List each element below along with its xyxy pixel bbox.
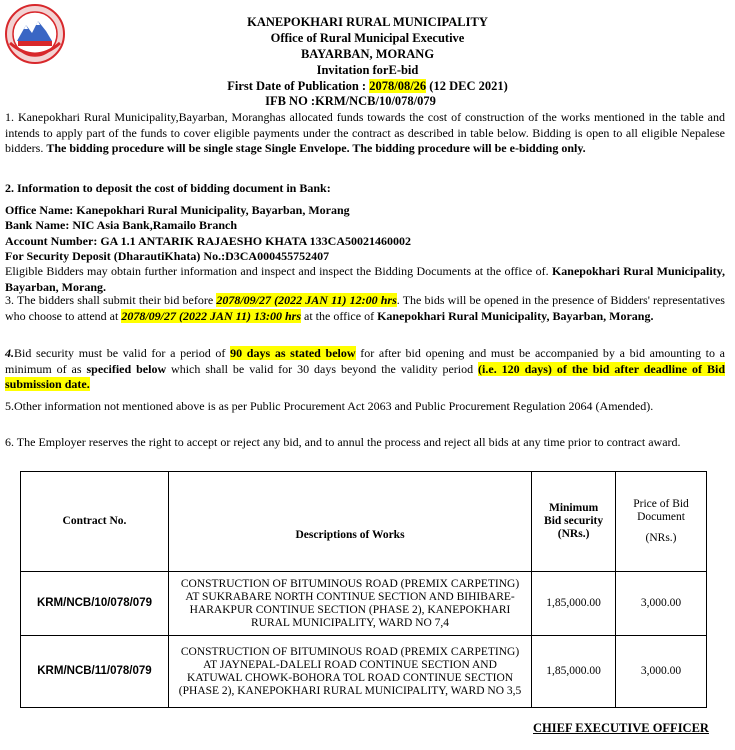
- ifb-number: IFB NO :KRM/NCB/10/078/079: [265, 94, 436, 108]
- table-header-row: [21, 472, 707, 572]
- contract-no-cell: KRM/NCB/10/078/079: [21, 572, 169, 636]
- paragraph-1: 1. Kanepokhari Rural Municipality,Bayarban, Moranghas allocated funds towards the cost of construction of the works mentioned in the table and intends to apply part of the funds to cover eligible payments under the contract as described in table below. Bidding is open to all eligible Nepalese bidders. The bidding procedure will be single stage Single Envelope. The bidding procedure will be e-bidding only.: [5, 110, 726, 155]
- pub-date-bs: 2078/08/26: [369, 79, 427, 93]
- org-ref: Kanepokhari Rural Municipality,Bayarban, Moranghas: [17, 110, 286, 124]
- validity-extended: (i.e. 120 days) of the bid after deadline of Bid submission date.: [5, 361, 725, 391]
- header-contract-no: Contract No.: [21, 472, 169, 572]
- security-deposit-account: For Security Deposit (DharautiKhata) No.:D3CA000455752407: [5, 249, 330, 263]
- bank-office-name: Office Name: Kanepokhari Rural Municipality, Bayarban, Morang: [5, 203, 350, 217]
- header-bid-security: Minimum Bid security (NRs.): [532, 472, 616, 572]
- table-row: [21, 636, 707, 708]
- description-cell: CONSTRUCTION OF BITUMINOUS ROAD (PREMIX CARPETING) AT JAYNEPAL-DALELI ROAD CONTINUE SECTION AND KATUWAL CHOWK-BOHORA TOL ROAD CONTINUE SECTION (PHASE 2), KANEPOKHARI RURAL MUNICIPALITY, WARD NO 3,5: [168, 636, 531, 708]
- document-price-cell: 3,000.00: [616, 636, 707, 708]
- publication-date: [0, 79, 735, 94]
- paragraph-5: 5.Other information not mentioned above is as per Public Procurement Act 2063 and Public Procurement Regulation 2064 (Amended).: [5, 399, 654, 413]
- signature-title: CHIEF EXECUTIVE OFFICER: [533, 721, 709, 735]
- bank-info-heading: 2. Information to deposit the cost of bidding document in Bank:: [5, 181, 331, 195]
- paragraph-3: 3. The bidders shall submit their bid before 2078/09/27 (2022 JAN 11) 12:00 hrs. The bids will be opened in the presence of Bidders' representatives who choose to attend at 2078/09/27 (2022 JAN 11) 13:00 hrs at the office of Kanepokhari Rural Municipality, Bayarban, Morang.: [5, 293, 725, 323]
- document-price-cell: 3,000.00: [616, 572, 707, 636]
- pub-date-ad: (12 DEC 2021): [426, 79, 508, 93]
- opening-time: 2078/09/27 (2022 JAN 11) 13:00 hrs: [121, 308, 301, 323]
- eligible-bidders: Eligible Bidders may obtain further information and inspect and inspect the Bidding Documents at the office of. Kanepokhari Rural Municipality, Bayarban, Morang.: [5, 264, 725, 294]
- bidding-procedure: The bidding procedure will be single stage Single Envelope. The bidding procedure will be e-bidding only.: [46, 141, 586, 155]
- address-line: BAYARBAN, MORANG: [300, 47, 435, 61]
- bank-name: Bank Name: NIC Asia Bank,Ramailo Branch: [5, 218, 238, 232]
- bid-security-cell: 1,85,000.00: [532, 636, 616, 708]
- validity-days: 90 days as stated below: [230, 346, 356, 360]
- submission-deadline: 2078/09/27 (2022 JAN 11) 12:00 hrs: [216, 293, 397, 307]
- description-cell: CONSTRUCTION OF BITUMINOUS ROAD (PREMIX CARPETING) AT SUKRABARE NORTH CONTINUE SECTION AND BIHIBARE-HARAKPUR CONTINUE SECTION (PHASE 2), KANEPOKHARI RURAL MUNICIPALITY, WARD NO 7,4: [168, 572, 531, 636]
- invitation-line: Invitation forE-bid: [316, 63, 419, 77]
- bid-security-cell: 1,85,000.00: [532, 572, 616, 636]
- pub-label: First Date of Publication :: [227, 79, 370, 93]
- account-number: Account Number: GA 1.1 ANTARIK RAJAESHO KHATA 133CA50021460002: [5, 234, 412, 248]
- works-table: [20, 471, 707, 708]
- paragraph-4: 4.Bid security must be valid for a period of 90 days as stated below for after bid opening and must be accompanied by a bid amounting to a minimum of as specified below which shall be valid for 30 days beyond the validity period (i.e. 120 days) of the bid after deadline of Bid submission date.: [5, 346, 726, 391]
- header-descriptions: Descriptions of Works: [168, 472, 531, 572]
- org-title: KANEPOKHARI RURAL MUNICIPALITY: [247, 15, 488, 29]
- header-document-price: Price of Bid Document (NRs.): [616, 472, 707, 572]
- paragraph-6: 6. The Employer reserves the right to accept or reject any bid, and to annul the process and reject all bids at any time prior to contract award.: [5, 435, 681, 449]
- contract-no-cell: KRM/NCB/11/078/079: [21, 636, 169, 708]
- office-title: Office of Rural Municipal Executive: [270, 31, 465, 45]
- table-row: [21, 572, 707, 636]
